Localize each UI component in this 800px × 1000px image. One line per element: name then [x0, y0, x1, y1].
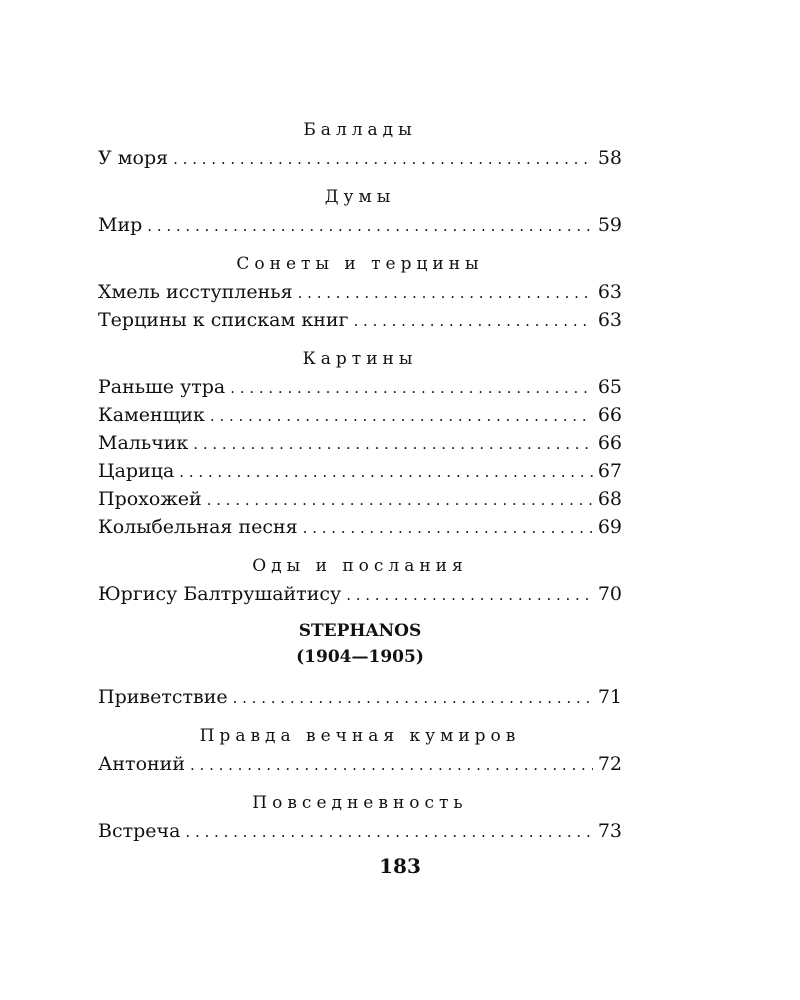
- dot-leader: [193, 430, 593, 458]
- entry-title: Приветствие: [98, 686, 228, 708]
- toc-entry: [98, 513, 622, 541]
- entry-page: 72: [597, 753, 622, 775]
- entry-page: 71: [597, 686, 622, 708]
- dot-leader: [173, 145, 593, 173]
- section-heading: Повседневность: [252, 793, 468, 813]
- dot-leader: [147, 212, 593, 240]
- entry-page: 65: [597, 376, 622, 398]
- toc-entry: [98, 373, 622, 401]
- entry-title: Юргису Балтрушайтису: [98, 583, 342, 605]
- collection-title: STEPHANOS: [298, 621, 422, 641]
- collection-heading: [98, 618, 622, 670]
- dot-leader: [354, 307, 593, 335]
- entry-title: Мальчик: [98, 432, 189, 454]
- entry-page: 58: [597, 147, 622, 169]
- toc-entry: [98, 211, 622, 239]
- entry-page: 63: [597, 309, 622, 331]
- dot-leader: [185, 818, 592, 846]
- toc-entry: [98, 580, 622, 608]
- toc-entry: [98, 306, 622, 334]
- entry-page: 66: [597, 404, 622, 426]
- entry-title: Терцины к спискам книг: [98, 309, 349, 331]
- entry-title: Хмель исступленья: [98, 281, 293, 303]
- page-number: 183: [379, 854, 421, 878]
- entry-title: Царица: [98, 460, 175, 482]
- toc-entry: [98, 457, 622, 485]
- section-heading: Баллады: [303, 120, 417, 140]
- entry-title: У моря: [98, 147, 169, 169]
- entry-title: Каменщик: [98, 404, 205, 426]
- entry-page: 67: [597, 460, 622, 482]
- dot-leader: [233, 684, 593, 712]
- toc-entry: [98, 750, 622, 778]
- entry-page: 63: [597, 281, 622, 303]
- toc-entry: [98, 817, 622, 845]
- toc-entry: [98, 278, 622, 306]
- entry-title: Прохожей: [98, 488, 202, 510]
- dot-leader: [346, 581, 593, 609]
- entry-title: Антоний: [98, 753, 185, 775]
- dot-leader: [230, 374, 593, 402]
- toc-entry: [98, 429, 622, 457]
- section-heading: Оды и послания: [252, 556, 468, 576]
- dot-leader: [303, 514, 593, 542]
- entry-page: 68: [597, 488, 622, 510]
- section-heading: Думы: [324, 187, 396, 207]
- entry-page: 69: [597, 516, 622, 538]
- toc-entry: [98, 485, 622, 513]
- section-heading: Сонеты и терцины: [236, 254, 484, 274]
- entry-page: 66: [597, 432, 622, 454]
- dot-leader: [298, 279, 593, 307]
- entry-title: Мир: [98, 214, 143, 236]
- section-heading: Правда вечная кумиров: [199, 726, 521, 746]
- entry-title: Колыбельная песня: [98, 516, 298, 538]
- entry-page: 73: [597, 820, 622, 842]
- entry-page: 59: [597, 214, 622, 236]
- dot-leader: [179, 458, 593, 486]
- dot-leader: [190, 751, 593, 779]
- dot-leader: [210, 402, 593, 430]
- section-heading: Картины: [302, 349, 418, 369]
- entry-page: 70: [597, 583, 622, 605]
- table-of-contents: [98, 116, 622, 845]
- collection-years: (1904—1905): [296, 647, 424, 667]
- toc-entry: [98, 401, 622, 429]
- entry-title: Раньше утра: [98, 376, 226, 398]
- dot-leader: [207, 486, 593, 514]
- toc-entry: [98, 144, 622, 172]
- entry-title: Встреча: [98, 820, 181, 842]
- toc-entry: [98, 683, 622, 711]
